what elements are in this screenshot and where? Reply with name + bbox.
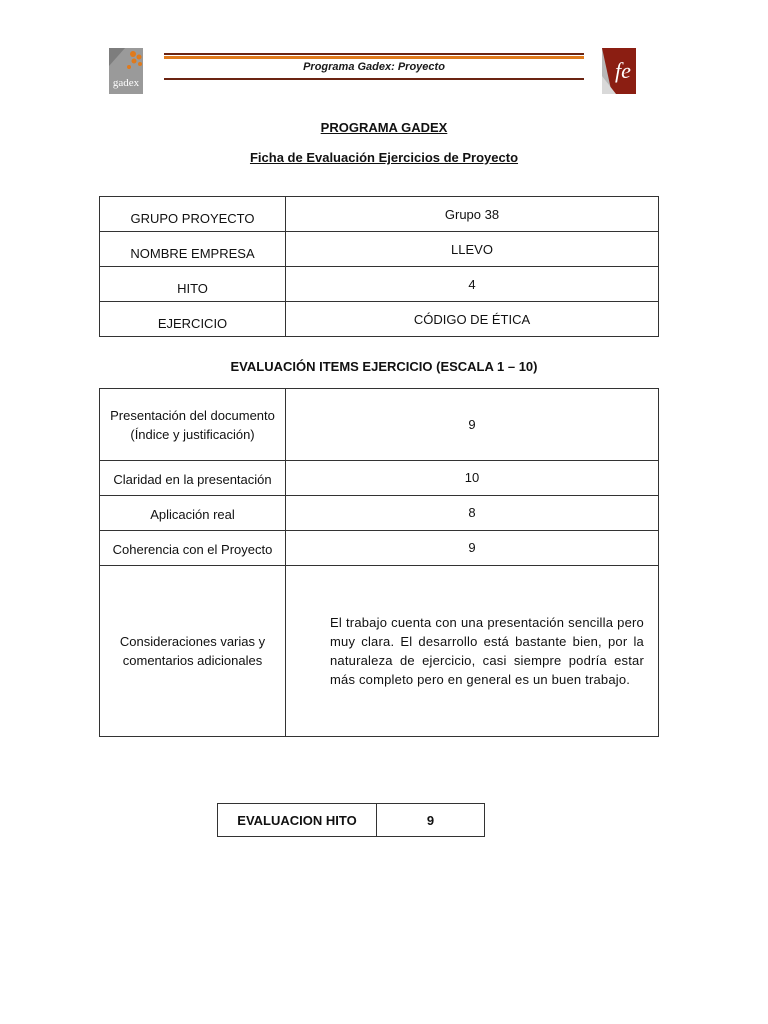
header-rule-bottom <box>164 78 584 80</box>
table-row <box>100 566 659 737</box>
info-label: GRUPO PROYECTO <box>100 197 286 232</box>
info-label: NOMBRE EMPRESA <box>100 232 286 267</box>
info-label: HITO <box>100 267 286 302</box>
evaluation-table <box>99 388 659 737</box>
fe-logo-text: fe <box>615 58 631 83</box>
eval-score: 8 <box>286 496 659 531</box>
gadex-logo <box>109 48 143 94</box>
eval-score: 9 <box>286 389 659 461</box>
fe-logo <box>602 48 636 94</box>
header-rule-top <box>164 53 584 55</box>
final-score-label: EVALUACION HITO <box>218 804 377 837</box>
final-score-value: 9 <box>377 804 485 837</box>
info-value: Grupo 38 <box>286 197 659 232</box>
eval-score: 9 <box>286 531 659 566</box>
eval-label-line: Presentación del documento <box>110 407 275 423</box>
eval-label: Aplicación real <box>100 496 286 531</box>
comments-label-line: comentarios adicionales <box>122 653 263 668</box>
items-heading: EVALUACIÓN ITEMS EJERCICIO (ESCALA 1 – 10) <box>230 359 538 374</box>
table-row <box>100 461 659 496</box>
eval-score: 10 <box>286 461 659 496</box>
header-rule-accent <box>164 56 584 59</box>
info-value: CÓDIGO DE ÉTICA <box>286 302 659 337</box>
table-row <box>100 389 659 461</box>
eval-label <box>100 389 286 461</box>
table-row <box>100 267 659 302</box>
gadex-logo-text: gadex <box>112 77 140 89</box>
table-row <box>100 197 659 232</box>
table-row <box>100 531 659 566</box>
form-title: Ficha de Evaluación Ejercicios de Proyecto <box>249 150 519 165</box>
comments-label <box>100 566 286 737</box>
project-info-table <box>99 196 659 337</box>
comments-text: El trabajo cuenta con una presentación sencilla pero muy clara. El desarrollo está bastante bien, por la naturaleza de ejercicio, casi siempre podría estar más completo pero en general es un buen trabajo. <box>286 566 659 737</box>
table-row <box>100 496 659 531</box>
info-value: 4 <box>286 267 659 302</box>
table-row <box>100 232 659 267</box>
comments-label-line: Consideraciones varias y <box>119 634 266 649</box>
info-label: EJERCICIO <box>100 302 286 337</box>
final-score-table <box>217 803 485 837</box>
info-value: LLEVO <box>286 232 659 267</box>
eval-label: Coherencia con el Proyecto <box>100 531 286 566</box>
eval-label: Claridad en la presentación <box>100 461 286 496</box>
table-row <box>218 804 485 837</box>
eval-label-line: (Índice y justificación) <box>130 426 255 442</box>
table-row <box>100 302 659 337</box>
header-title: Programa Gadex: Proyecto <box>303 61 445 73</box>
program-title: PROGRAMA GADEX <box>320 120 448 135</box>
